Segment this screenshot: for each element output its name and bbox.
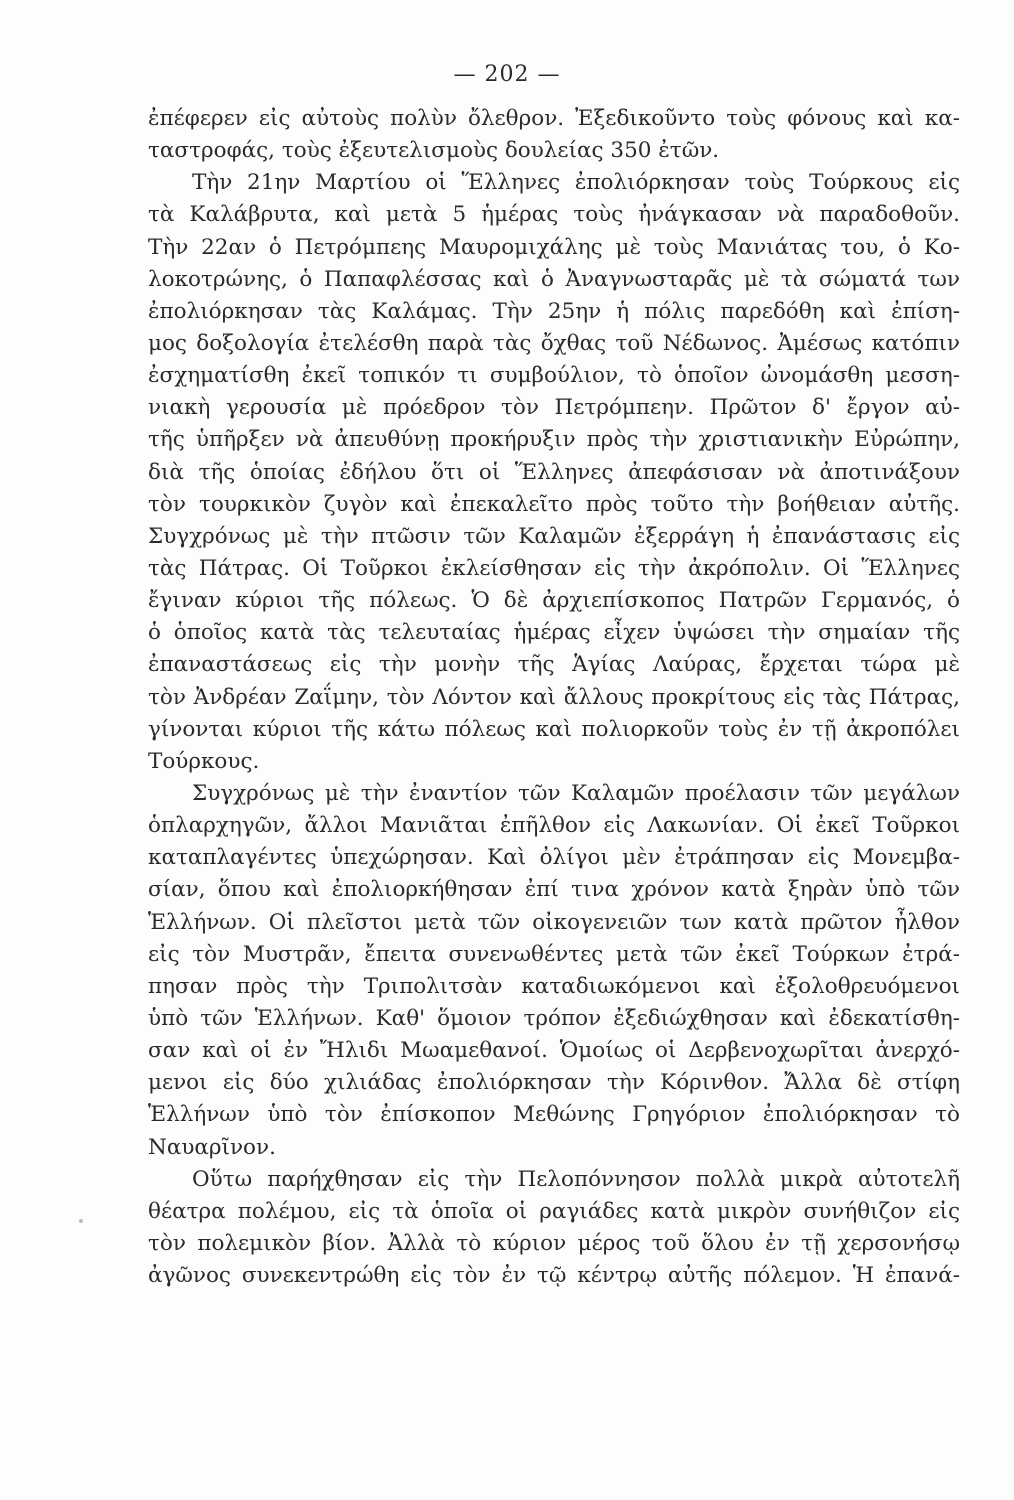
text-line-26: Ἑλλήνων. Οἱ πλεῖστοι μετὰ τῶν οἰκογενειῶν των κατὰ πρῶτον ἦλθον [148,909,960,935]
text-line-7: ἐπολιόρκησαν τὰς Καλάμας. Τὴν 25ην ἡ πόλις παρεδόθη καὶ ἐπίση- [148,298,960,324]
text-line-30: σαν καὶ οἱ ἐν Ἤλιδι Μωαμεθανοί. Ὁμοίως οἱ Δερβενοχωρῖται ἀνερχό- [148,1038,960,1064]
text-line-13: τὸν τουρκικὸν ζυγὸν καὶ ἐπεκαλεῖτο πρὸς τοῦτο τὴν βοήθειαν αὐτῆς. [148,491,960,517]
text-line-37: ἀγῶνος συνεκεντρώθη εἰς τὸν ἐν τῷ κέντρῳ αὐτῆς πόλεμον. Ἡ ἐπανά- [148,1263,960,1289]
text-line-1: ἐπέφερεν εἰς αὐτοὺς πολὺν ὄλεθρον. Ἐξεδικοῦντο τοὺς φόνους καὶ κα- [148,106,960,131]
text-line-5: Τὴν 22αν ὁ Πετρόμπεης Μαυρομιχάλης μὲ τοὺς Μανιάτας του, ὁ Κο- [148,234,960,260]
text-line-2: ταστροφάς, τοὺς ἐξευτελισμοὺς δουλείας 350 ἐτῶν. [148,138,720,164]
text-line-16: ἔγιναν κύριοι τῆς πόλεως. Ὁ δὲ ἀρχιεπίσκοπος Πατρῶν Γερμανός, ὁ [148,588,960,614]
text-line-25: σίαν, ὅπου καὶ ἐπολιορκήθησαν ἐπί τινα χρόνον κατὰ ξηρὰν ὑπὸ τῶν [148,877,960,903]
text-line-32: Ἑλλήνων ὑπὸ τὸν ἐπίσκοπον Μεθώνης Γρηγόριον ἐπολιόρκησαν τὸ [148,1102,960,1128]
text-line-29: ὑπὸ τῶν Ἑλλήνων. Καθ' ὅμοιον τρόπον ἐξεδιώχθησαν καὶ ἐδεκατίσθη- [148,1005,960,1031]
text-line-35: θέατρα πολέμου, εἰς τὰ ὁποῖα οἱ ραγιάδες κατὰ μικρὸν συνήθιζον εἰς [148,1198,960,1224]
text-line-8: μος δοξολογία ἐτελέσθη παρὰ τὰς ὄχθας τοῦ Νέδωνος. Ἀμέσως κατόπιν [148,330,960,356]
text-line-21: Τούρκους. [148,748,260,774]
text-line-4: τὰ Καλάβρυτα, καὶ μετὰ 5 ἡμέρας τοὺς ἠνάγκασαν νὰ παραδοθοῦν. [148,202,960,228]
text-line-23: ὁπλαρχηγῶν, ἄλλοι Μανιᾶται ἐπῆλθον εἰς Λακωνίαν. Οἱ ἐκεῖ Τοῦρκοι [148,813,960,839]
text-line-19: τὸν Ἀνδρέαν Ζαΐμην, τὸν Λόντον καὶ ἄλλους προκρίτους εἰς τὰς Πάτρας, [148,684,960,710]
text-line-11: τῆς ὑπῆρξεν νὰ ἀπευθύνῃ προκήρυξιν πρὸς τὴν χριστιανικὴν Εὐρώπην, [148,427,960,453]
text-line-27: εἰς τὸν Μυστρᾶν, ἔπειτα συνενωθέντες μετὰ τῶν ἐκεῖ Τούρκων ἐτρά- [148,941,960,967]
text-line-34: Οὕτω παρήχθησαν εἰς τὴν Πελοπόννησον πολλὰ μικρὰ αὐτοτελῆ [192,1166,960,1192]
text-line-14: Συγχρόνως μὲ τὴν πτῶσιν τῶν Καλαμῶν ἐξερράγη ἡ ἐπανάστασις εἰς [148,523,960,549]
text-line-22: Συγχρόνως μὲ τὴν ἐναντίον τῶν Καλαμῶν προέλασιν τῶν μεγάλων [192,780,960,806]
text-line-12: διὰ τῆς ὁποίας ἐδήλου ὅτι οἱ Ἕλληνες ἀπεφάσισαν νὰ ἀποτινάξουν [148,459,960,485]
text-line-10: νιακὴ γερουσία μὲ πρόεδρον τὸν Πετρόμπεην. Πρῶτον δ' ἔργον αὐ- [148,395,960,421]
text-line-33: Ναυαρῖνον. [148,1134,276,1160]
page-number: — 202 — [453,62,561,87]
text-line-15: τὰς Πάτρας. Οἱ Τοῦρκοι ἐκλείσθησαν εἰς τὴν ἀκρόπολιν. Οἱ Ἕλληνες [148,555,960,581]
paper-speck [79,1219,83,1223]
text-line-18: ἐπαναστάσεως εἰς τὴν μονὴν τῆς Ἁγίας Λαύρας, ἔρχεται τώρα μὲ [148,652,960,678]
body-text [148,103,960,1292]
text-line-17: ὁ ὁποῖος κατὰ τὰς τελευταίας ἡμέρας εἶχεν ὑψώσει τὴν σημαίαν τῆς [148,620,960,646]
text-line-28: πησαν πρὸς τὴν Τριπολιτσὰν καταδιωκόμενοι καὶ ἐξολοθρευόμενοι [148,973,960,999]
text-line-31: μενοι εἰς δύο χιλιάδας ἐπολιόρκησαν τὴν Κόρινθον. Ἄλλα δὲ στίφη [148,1070,960,1096]
text-line-36: τὸν πολεμικὸν βίον. Ἀλλὰ τὸ κύριον μέρος τοῦ ὅλου ἐν τῇ χερσονήσῳ [148,1230,960,1256]
text-line-3: Τὴν 21ην Μαρτίου οἱ Ἕλληνες ἐπολιόρκησαν τοὺς Τούρκους εἰς [192,170,960,196]
text-line-24: καταπλαγέντες ὑπεχώρησαν. Καὶ ὀλίγοι μὲν ἐτράπησαν εἰς Μονεμβα- [148,845,960,871]
text-line-9: ἐσχηματίσθη ἐκεῖ τοπικόν τι συμβούλιον, τὸ ὁποῖον ὠνομάσθη μεσση- [148,363,960,389]
text-line-6: λοκοτρώνης, ὁ Παπαφλέσσας καὶ ὁ Ἀναγνωσταρᾶς μὲ τὰ σώματά των [148,266,960,292]
text-line-20: γίνονται κύριοι τῆς κάτω πόλεως καὶ πολιορκοῦν τοὺς ἐν τῇ ἀκροπόλει [148,716,960,742]
